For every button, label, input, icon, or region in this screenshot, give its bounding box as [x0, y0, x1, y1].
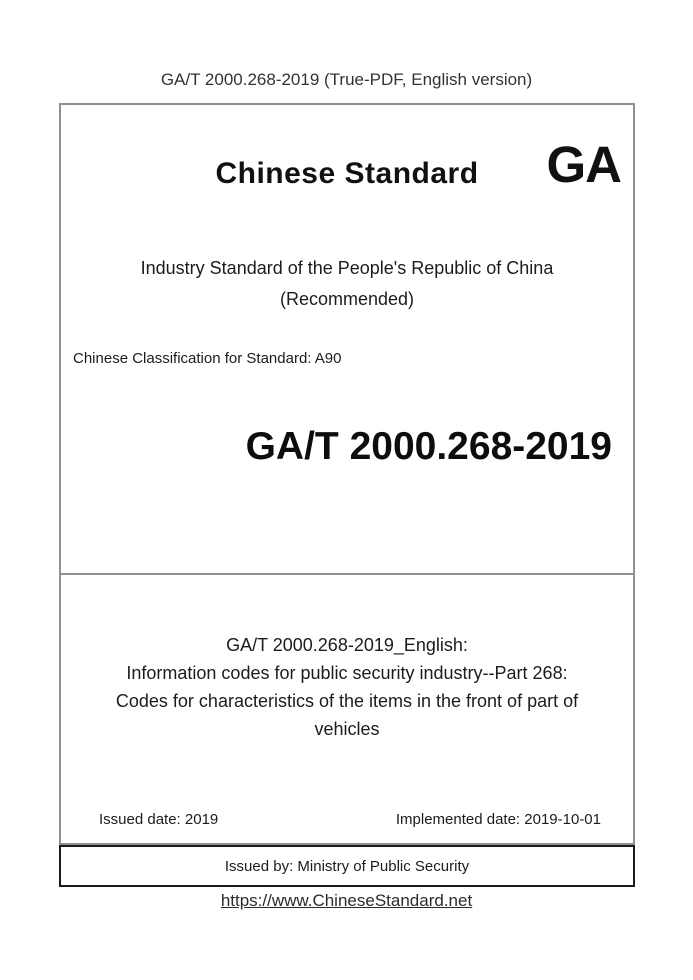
standard-title-line: vehicles [314, 719, 380, 739]
website-link-row [0, 891, 693, 911]
standard-type-line: Industry Standard of the People's Republic of China [140, 258, 554, 278]
standard-title-line: GA/T 2000.268-2019_English: [226, 635, 468, 655]
standard-title-line: Codes for characteristics of the items in the front of part of [115, 691, 579, 711]
cover-box [59, 103, 635, 845]
document-header: GA/T 2000.268-2019 (True-PDF, English version) [160, 70, 533, 89]
classification-label: Chinese Classification for Standard: A90 [73, 350, 342, 367]
standard-type [61, 253, 633, 315]
standard-title [61, 631, 633, 743]
brand-title: Chinese Standard [215, 157, 479, 190]
issuer-label: Issued by: Ministry of Public Security [224, 857, 470, 875]
standard-type-line: (Recommended) [279, 289, 415, 309]
section-divider [59, 573, 635, 575]
website-link[interactable]: https://www.ChineseStandard.net [220, 891, 473, 910]
implemented-date-label: Implemented date: 2019-10-01 [395, 811, 601, 828]
issued-date-label: Issued date: 2019 [99, 811, 219, 828]
ga-logo: GA [546, 136, 621, 193]
standard-number: GA/T 2000.268-2019 [245, 425, 612, 468]
dates-row [99, 811, 601, 828]
issuer-box [59, 845, 635, 887]
standard-title-line: Information codes for public security industry--Part 268: [126, 663, 568, 683]
